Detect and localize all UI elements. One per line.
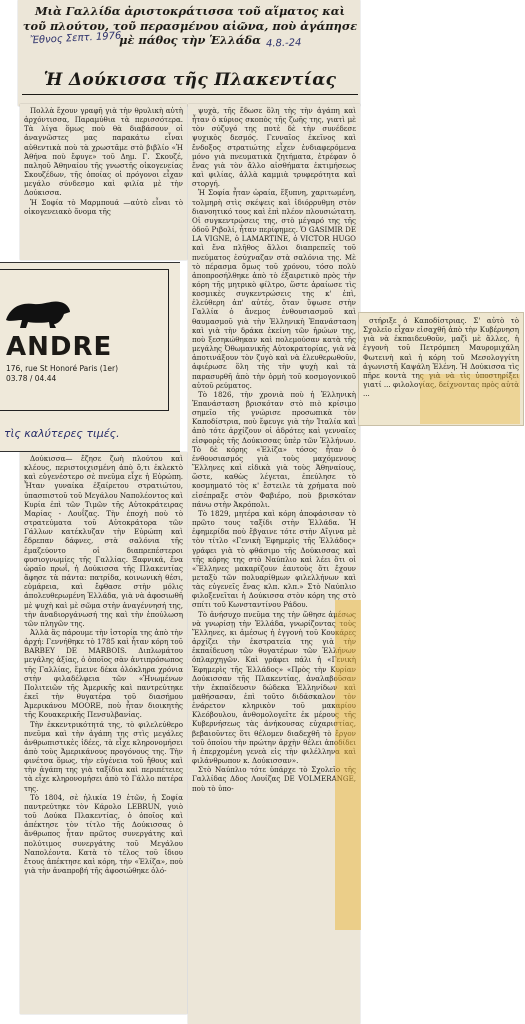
paragraph: Ἀλλὰ ἂς πάρουμε τὴν ἱστορία της ἀπὸ τὴν ἀρχή: Γεννήθηκε τὸ 1785 καὶ ἦταν κόρη τοῦ BARBEY DE MARBOIS. Διπλωμάτου μεγάλης ἀξίας, ὁ ὁποῖος σὰν ἀντιπρόσωπος τῆς Γαλλίας, ἔμεινε δέκα ὁλόκληρα χρόνια στὴν φιλαδέλφεια τῶν «Ἡνωμένων Πολιτειῶν τῆς Ἀμερικῆς καὶ παντρεύτηκε ἐκεῖ τὴν θυγατέρα τοῦ διασήμου Ἀμερικάνου MOORE, ποὺ ἦταν διοικητὴς τῆς Κουακερικῆς Πενσυλβανίας. (24, 627, 183, 720)
advertisement (0, 262, 180, 452)
left-top-column (20, 104, 187, 260)
panther-logo-icon (4, 290, 74, 330)
paragraph: Τὸ 1829, μητέρα καὶ κόρη ἀποφάσισαν τὸ πρῶτο τους ταξίδι στὴν Ἑλλάδα. Ἡ ἐφημερίδα ποὺ ἔβγαινε τότε στὴν Αἴγινα μὲ τὸν τίτλο «Γενικὴ Ἐφημερὶς τῆς Ἑλλάδος» γράφει γιὰ τὸ φθάσιμο τῆς Δούκισσας καὶ τῆς κόρης της στὸ Ναύπλιο καὶ λέει ὅτι οἱ «Ἕλληνες μακαρίζουν ἑαυτοὺς ὅτι ἔχουν μεταξὺ τῶν πολυαρίθμων φιλελλήνων καὶ τὰς εὐγενεῖς ἕνας κλπ. κλπ.» Στὸ Ναύπλιο φιλοξενεῖται ἡ Δούκισσα στὸν κόρη της στὸ σπίτι τοῦ Κωνσταντίνου Ράδου. (192, 508, 356, 610)
ad-frame (0, 269, 169, 411)
ad-brand-name: ANDRE (6, 332, 113, 362)
paragraph: Τὴν ἐκκεντρικότητά της, τὸ φιλελεύθερο πνεῦμα καὶ τὴν ἀγάπη της στὶς μεγάλες ἀνθρωπιστικὲς ἰδέες, τὰ εἶχε κληρονομήσει ἀπὸ τοὺς Ἀμερικάνους προγόνους της. Τὴν φινέτσα ὅμως, τὴν εὐγένεια τοῦ ἤθους καὶ τὴν ἀγάπη της γιὰ ταξίδια καὶ περιπέτειες τὰ εἶχε κληρονομήσει ἀπὸ τὸ Γάλλο πατέρα της. (24, 719, 183, 793)
left-bottom-column (20, 452, 187, 1014)
paragraph: Ἡ Σοφία τὸ Μαρμποuά —αὐτὸ εἶναι τὸ οἰκογενειακὸ ὄνομα τῆς (24, 197, 183, 216)
ad-phone: 03.78 / 04.44 (6, 374, 57, 383)
article-subtitle: Μιὰ Γαλλίδα ἀριστοκράτισσα τοῦ αἵματος καὶ τοῦ πλούτου, τοῦ περασμένου αἰῶνα, ποὺ ἀγάπησε μὲ πάθος τὴν Ἑλλάδα (22, 4, 358, 47)
yellow-stain (420, 374, 520, 424)
paragraph: Ἡ Σοφία ἦταν ὡραία, ἔξυπνη, χαριτωμένη, τολμηρὴ στὶς σκέψεις καὶ ἰδιόρρυθμη στὸν διανοητικό τους καὶ ἐπὶ πλέον πλουσιώτατη. Οἱ συγκεντρώσεις της, στὸ μέγαρό της τῆς ὁδοῦ Ριβολί, ἦταν περίφημες. Ὁ GASIMIR DE LA VIGNE, ὁ LAMARTINE, ὁ VICTOR HUGO καὶ ἕνα πλῆθος ἄλλοι διαπρεπεῖς τοῦ πνεύματος ἐσύχναζαν στὰ σαλόνια της. Μὲ τὸ πέρασμα ὅμως τοῦ χρόνου, τόσο πολὺ ἀποπροσήλθηκε ἀπὸ τὸ ἐξαιρετικὸ πρὸς τὴν κόρη τῆς μητρικὸ φίλτρο, ὥστε ἀραίωσε τὶς κοσμικὲς συγκεντρώσεις της κ' ἐπὶ, ἐλεύθερη ἀπ' αὐτές, ὅταν ὕψωσε στὴν Γαλλία ὁ ἄνεμος ἐνθουσιασμοῦ καὶ θαυμασμοῦ γιὰ τὴν Ἑλληνικὴ Ἐπανάσταση καὶ γιὰ τὴν δράκα ἐκείνη τῶν ἡρώων της, ποὺ ξεσηκώθηκαν καὶ πολεμούσαν κατὰ τῆς μεγάλης Ὀθωμανικῆς Αὐτοκρατορίας, γιὰ νὰ ἀποτινάξουν τὸν ζυγὸ καὶ νὰ ἐλευθερωθοῦν, ἀφιέρωσε ὅλη τὴς τὴν ψυχὴ καὶ τὰ παρασυρθῆ ἀπὸ τὴν ὁρμὴ τοῦ κοσμογονικοῦ αὐτοῦ ρεύματος. (192, 188, 356, 390)
paragraph: Τὸ 1826, τὴν χρονιὰ ποὺ ἡ Ἑλληνικὴ Ἐπανάσταση βρισκόταν στὸ πιὸ κρίσιμο σημεῖο τῆς γνώρισε προσωπικὰ τὸν Καποδίστρια, ποὺ ἔφευγε γιὰ τὴν Ἰταλία καὶ ἀπὸ τότε ἀρχίζουν οἱ ἁδρότες καὶ γενναῖες εἰσφορὲς τῆς Δούκισσας ὑπὲρ τῶν Ἑλλήνων. Τὸ δὲ κόρης «Ἐλίζα» τόσος ἦταν ὁ ἐνθουσιασμός γιὰ τοὺς μαχόμενους Ἕλληνες καὶ εἰδικὰ γιὰ τοὺς Ἀθηναίους, ὥστε, καθὼς λέγεται, ἐπεύλησε τὸ κοσμηματό τὸς κ' ἔστειλε τὰ χρήματα ποὺ εἰσέπραξε στὸν Φαβιέρο, ποὺ βρισκόταν πάνω στὴν Ἀκρόπολι. (192, 389, 356, 509)
paragraph: Τὸ 1804, σὲ ἡλικία 19 ἐτῶν, ἡ Σοφία παντρεύτηκε τὸν Κάρολο LEBRUN, γυιὸ τοῦ Δούκα Πλακεντίας, ὁ ὁποῖος καὶ ἀπέκτησε τὸν τίτλο τῆς Δούκισσας ὁ ἄνθρωπος ἦταν πρῶτος συνεργάτης καὶ πολύτιμος συνεργάτης τοῦ Μεγάλου Ναπολέοντα. Κατὰ τὸ τέλος τοῦ ἴδιου ἔτους ἀπέκτησε καὶ κόρη, τὴν «Ἐλίζα», ποὺ γιὰ τὴν ἀναπροβή τῆς ἀφοσιώθηκε ὁλό- (24, 792, 183, 876)
ad-address: 176, rue St Honoré Paris (1er) (6, 364, 119, 373)
paragraph: Τὸ ἀνήσυχο πνεῦμα της τὴν ὤθησε ἀμέσως νὰ γνωρίσῃ τὴν Ἑλλάδα, γνωρίζοντας τοὺς Ἕλληνες, κι ἀμέσως ἡ ἐγγονὴ τοῦ Κουκάρες ἀρχίζει τὴν ἐκστρατεία της γιὰ τὴν ἐκπαίδευση τῶν θυγατέρων τῶν Ἑλλήνων ὀπλαρχηγῶν. Καὶ γράφει πάλι ἡ «Γενικὴ Ἐφημερὶς τῆς Ἑλλάδος» «Πρὸς τὴν Κυρίαν Δούκισσαν τῆς Πλακεντίας, ἀναλαβοῦσαν τὴν ἐκπαίδευσιν δώδεκα Ἑλληνίδων καὶ μαθήσασαν, ἐπὶ τοῦτο διδάσκαλον τὸν ἐνάρετον κληρικὸν τοῦ μακαρίου Κλεόβουλου, ἀνθομολογεῖτε ἐκ μέρους τῆς Κυβερνήσεως τὰς ἀνήκουσας εὐχαριστίας, βεβαιοῦντες ὅτι θέλομεν διαδεχθῆ τὸ ἔργον τοῦ ὁποίου τὴν πρώτην ἀρχὴν θέλει ἀποδίδει ἡ ἐπερχομένη γενεὰ εἰς τὴν φιλέλληνα καὶ φιλάνθρωπον κ. Δούκισσαν». (192, 609, 356, 766)
paragraph: στήριξε ὁ Καποδίστριας. Σ' αὐτὸ τὸ Σχολεῖο εἶχαν εἰσαχθῆ ἀπὸ τὴν Κυβέρνηση γιὰ νὰ ἐκπαιδευθοῦν, μαζὶ μὲ ἄλλες, ἡ ἐγγονὴ τοῦ Πετρόμπεη Μαυρομιχάλη Φωτεινὴ καὶ ἡ κόρη τοῦ Μεσολογγίτη ἀγωνιστῆ Καψάλη Ἑλένη. Ἡ Δούκισσα τὶς πῆρε κοντὰ της γιὰ νὰ τὶς ὑποστηρίξει γιατί ... φιλολογίας, δείχνοντας πρὸς αὐτὰ ... (363, 316, 519, 399)
handwritten-source-date: Ἔθνος Σεπτ. 1976 (29, 30, 122, 47)
paragraph: Δούκισσα— ἔζησε ζωὴ πλούτου καὶ κλέους, περιστοιχισμένη ἀπὸ ὅ,τι ἐκλεκτὸ καὶ εὐγενέστερο σὲ πνεῦμα εἶχε ἡ Εὐρώπη. Ἦταν γυναίκα ἐξαίρετου στρατιώτου, ὑπασπιστοῦ τοῦ Μεγάλου Ναπολέοντος καὶ Κυρία ἐπὶ τῶν Τιμῶν τῆς Αὐτοκράτειρας Μαρίας - Λουΐζας. Τὴν ἐποχὴ ποὺ τὸ στρατεύματα τοῦ Αὐτοκράτορα τῶν Γάλλων κατέκλυζαν τὴν Εὐρώπη καὶ ἔδρεπαν δάφνες, στὰ σαλόνια τῆς ἐμαζεύοντο οἱ διαπρεπέστεροι φυσιογνωμίες τῆς Γαλλίας. Ξαφνικά, ἕνα ὡραῖο πρωΐ, ἡ Δούκισσα τῆς Πλακεντίας ἄφησε τὰ πάντα: πατρίδα, κοινωνικὴ θέσι, εὐμάρεια, καὶ ἔφθασε στὴν μόλις ἀπολευθερωμένη Ἑλλάδα, γιὰ νὰ ἀφοσιωθῆ μὲ ψυχὴ καὶ μὲ σῶμα στὴν ἀναγέννησή της, τὴν ἀναδιοργάνωσή της καὶ τὴν ἐπούλωση τῶν πληγῶν της. (24, 454, 183, 628)
article-title: Ἡ Δούκισσα τῆς Πλακεντίας (43, 70, 337, 90)
paragraph: Πολλὰ ἔχουν γραφῆ γιὰ τὴν θρυλικὴ αὐτὴ ἀρχόντισσα, Παραμύθια τὰ περισσότερα. Τὰ λίγα ὅμως ποὺ θὰ διαβάσουν οἱ ἀναγνῶστες μας παρακάτω εἶναι αὐθεντικὰ ποὺ τὰ χρωστᾶμε στὸ βιβλίο «Ἡ Ἀθήνα ποὺ ἔφυγε» τοῦ Δημ. Γ. Σκουζέ, παληοῦ Ἀθηναίου τῆς γνωστῆς οἰκογενείας Σκουζέδων, τῆς ὁποίας οἱ πρόγονοι εἶχαν μεγάλο σύνδεσμο καὶ φιλία μὲ τὴν Δούκισσα. (24, 106, 183, 198)
ad-handwritten-slogan: τὶς καλύτερες τιμές. (4, 427, 120, 440)
handwritten-note-date: 4.8.-24 (265, 37, 302, 50)
title-rule (22, 94, 358, 95)
paragraph: Στὸ Ναύπλιο τότε ὑπάρχε τὸ Σχολεῖο τῆς Γαλλίδας Δδος Λουίζας DE VOLMERANGE, ποὺ τὸ ὑπο- (192, 765, 356, 793)
paragraph: ψυχὰ, τῆς ἔδωσε ὅλη τὴς τὴν ἀγάπη καὶ ἦταν ὁ κύριος σκοπὸς τῆς ζωῆς της, γιατὶ μὲ τὸν σύζυγό της ποτὲ δὲ τὴν συνέδεσε ψυχικὸς δεσμός. Γενναῖος ἐκεῖνος καὶ ἔνδοξος στρατιώτης εἶχεν ἐνδιαφερόμενα μόνο γιὰ πνευματικὰ ζητήματα, ἐτρέφαν ὁ ἕνας γιὰ τὸν ἄλλο αἰσθήματα ἐκτιμήσεως καὶ φιλίας, ἀλλὰ καμμιὰ τρυφερότητα καὶ στοργή. (192, 106, 356, 189)
yellow-stain (335, 600, 361, 930)
